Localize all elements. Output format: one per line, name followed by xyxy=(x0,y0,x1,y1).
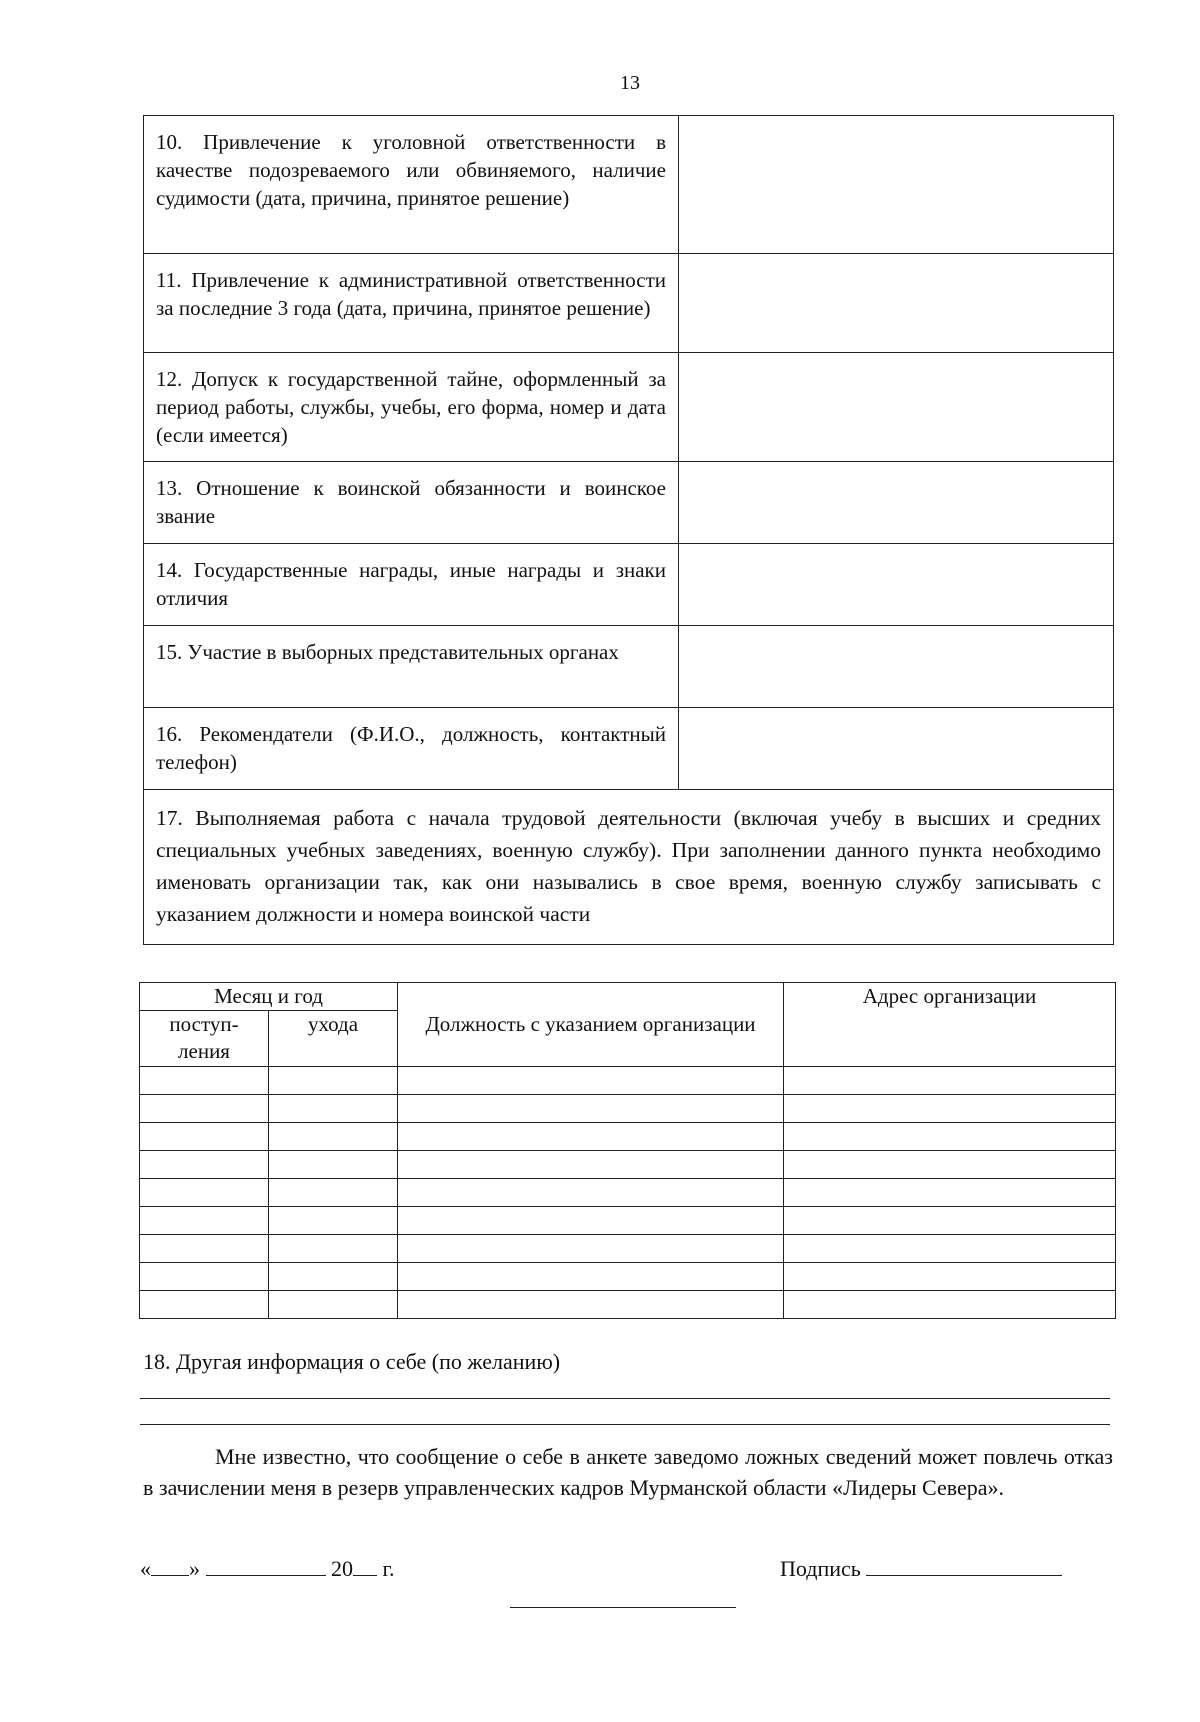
signature-label: Подпись xyxy=(780,1556,861,1581)
address-cell[interactable] xyxy=(784,1179,1116,1207)
position-cell[interactable] xyxy=(398,1263,784,1291)
address-cell[interactable] xyxy=(784,1291,1116,1319)
end-cell[interactable] xyxy=(269,1207,398,1235)
end-cell[interactable] xyxy=(269,1095,398,1123)
address-cell[interactable] xyxy=(784,1235,1116,1263)
question-label: 14. Государственные награды, иные награды и знаки отличия xyxy=(144,544,679,626)
year-blank[interactable] xyxy=(353,1555,377,1576)
item-17-row xyxy=(144,790,1114,945)
position-header: Должность с указанием организации xyxy=(398,983,784,1067)
end-cell[interactable] xyxy=(269,1179,398,1207)
table-row xyxy=(140,1123,1116,1151)
signature-field xyxy=(780,1555,1062,1582)
position-cell[interactable] xyxy=(398,1235,784,1263)
end-cell[interactable] xyxy=(269,1291,398,1319)
signature-blank[interactable] xyxy=(866,1555,1062,1576)
question-row-14 xyxy=(144,544,1114,626)
open-quote: « xyxy=(140,1556,151,1581)
consent-statement: Мне известно, что сообщение о себе в анкете заведомо ложных сведений может повлечь отказ в зачислении меня в резерв управленческих кадров Мурманской области «Лидеры Севера». xyxy=(143,1444,1113,1500)
work-history-table xyxy=(139,982,1116,1319)
answer-cell[interactable] xyxy=(679,462,1114,544)
question-row-13 xyxy=(144,462,1114,544)
answer-cell[interactable] xyxy=(679,708,1114,790)
end-header: ухода xyxy=(269,1011,398,1067)
item-18-heading: 18. Другая информация о себе (по желанию) xyxy=(143,1349,561,1374)
position-cell[interactable] xyxy=(398,1207,784,1235)
answer-cell[interactable] xyxy=(679,254,1114,353)
start-cell[interactable] xyxy=(140,1179,269,1207)
address-cell[interactable] xyxy=(784,1207,1116,1235)
end-cell[interactable] xyxy=(269,1263,398,1291)
end-cell[interactable] xyxy=(269,1151,398,1179)
item-17-text: 17. Выполняемая работа с начала трудовой деятельности (включая учебу в высших и средних специальных учебных заведениях, военную службу). При заполнении данного пункта необходимо именовать организации так, как они назывались в свое время, военную службу записывать с указанием должности и номера воинской части xyxy=(144,790,1114,945)
end-cell[interactable] xyxy=(269,1123,398,1151)
question-label: 12. Допуск к государственной тайне, оформленный за период работы, службы, учебы, его форма, номер и дата (если имеется) xyxy=(144,353,679,462)
answer-cell[interactable] xyxy=(679,116,1114,254)
start-header: поступ- ления xyxy=(140,1011,269,1067)
table-row xyxy=(140,1263,1116,1291)
address-cell[interactable] xyxy=(784,1095,1116,1123)
date-field xyxy=(140,1555,395,1582)
table-row xyxy=(140,1179,1116,1207)
answer-cell[interactable] xyxy=(679,626,1114,708)
start-cell[interactable] xyxy=(140,1291,269,1319)
position-cell[interactable] xyxy=(398,1151,784,1179)
table-row xyxy=(140,1207,1116,1235)
question-row-15 xyxy=(144,626,1114,708)
start-cell[interactable] xyxy=(140,1207,269,1235)
address-cell[interactable] xyxy=(784,1123,1116,1151)
table-row xyxy=(140,1151,1116,1179)
table-row xyxy=(140,1291,1116,1319)
start-cell[interactable] xyxy=(140,1095,269,1123)
question-label: 11. Привлечение к административной ответственности за последние 3 года (дата, причина, принятое решение) xyxy=(144,254,679,353)
start-cell[interactable] xyxy=(140,1067,269,1095)
end-cell[interactable] xyxy=(269,1067,398,1095)
day-blank[interactable] xyxy=(151,1555,189,1576)
question-row-11 xyxy=(144,254,1114,353)
end-divider xyxy=(510,1607,736,1608)
month-year-header: Месяц и год xyxy=(140,983,398,1011)
start-cell[interactable] xyxy=(140,1263,269,1291)
address-cell[interactable] xyxy=(784,1067,1116,1095)
questionnaire-table xyxy=(143,115,1114,945)
question-label: 16. Рекомендатели (Ф.И.О., должность, контактный телефон) xyxy=(144,708,679,790)
address-header: Адрес организации xyxy=(784,983,1116,1067)
answer-line[interactable] xyxy=(140,1398,1110,1399)
answer-cell[interactable] xyxy=(679,544,1114,626)
question-row-12 xyxy=(144,353,1114,462)
question-label: 10. Привлечение к уголовной ответственности в качестве подозреваемого или обвиняемого, наличие судимости (дата, причина, принятое решение) xyxy=(144,116,679,254)
page-number: 13 xyxy=(620,72,640,94)
answer-line[interactable] xyxy=(140,1424,1110,1425)
position-cell[interactable] xyxy=(398,1179,784,1207)
table-row xyxy=(140,1095,1116,1123)
answer-cell[interactable] xyxy=(679,353,1114,462)
question-row-16 xyxy=(144,708,1114,790)
table-row xyxy=(140,1067,1116,1095)
month-blank[interactable] xyxy=(206,1555,326,1576)
question-row-10 xyxy=(144,116,1114,254)
end-cell[interactable] xyxy=(269,1235,398,1263)
year-prefix: 20 xyxy=(331,1556,353,1581)
table-row xyxy=(140,1235,1116,1263)
address-cell[interactable] xyxy=(784,1263,1116,1291)
question-label: 13. Отношение к воинской обязанности и воинское звание xyxy=(144,462,679,544)
address-cell[interactable] xyxy=(784,1151,1116,1179)
question-label: 15. Участие в выборных представительных органах xyxy=(144,626,679,708)
year-suffix: г. xyxy=(382,1556,395,1581)
start-cell[interactable] xyxy=(140,1151,269,1179)
position-cell[interactable] xyxy=(398,1123,784,1151)
start-cell[interactable] xyxy=(140,1235,269,1263)
position-cell[interactable] xyxy=(398,1067,784,1095)
position-cell[interactable] xyxy=(398,1291,784,1319)
position-cell[interactable] xyxy=(398,1095,784,1123)
start-cell[interactable] xyxy=(140,1123,269,1151)
close-quote: » xyxy=(189,1556,200,1581)
